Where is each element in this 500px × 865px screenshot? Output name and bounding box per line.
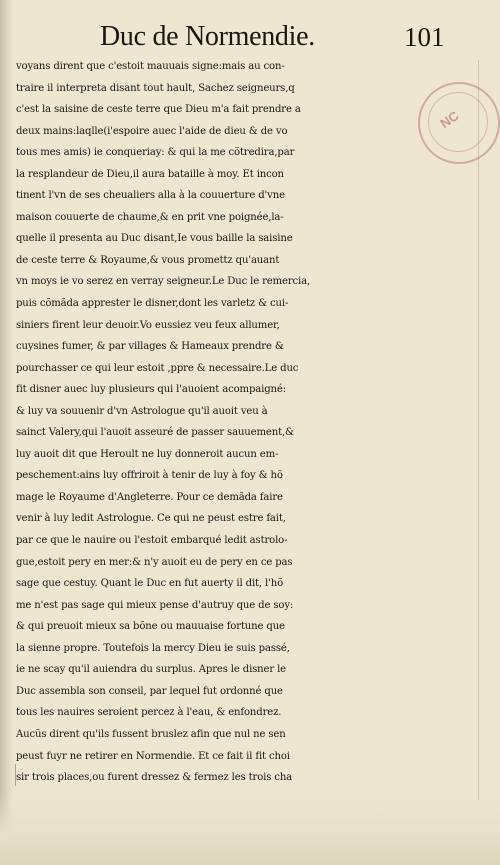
margin-mark xyxy=(15,764,16,786)
text-line: Aucũs dirent qu'ils fussent bruslez afin que nul ne sen xyxy=(16,728,286,740)
text-line: peust fuyr ne retirer en Normendie. Et ce fait il fit choi xyxy=(16,750,290,762)
text-line: & luy va souuenir d'vn Astrologue qu'il auoit veu à xyxy=(16,405,268,417)
text-line: Duc assembla son conseil, par lequel fut ordonné que xyxy=(16,685,283,697)
text-line: & qui preuoit mieux sa bõne ou mauuaise fortune que xyxy=(16,621,285,633)
text-line: tinent l'vn de ses cheualiers alla à la couuerture d'vne xyxy=(16,190,285,202)
page-number: 101 xyxy=(404,22,445,52)
text-line: deux mains:laqlle(i'espoire auec l'aide de dieu & de vo xyxy=(16,125,288,137)
text-line: la sienne propre. Toutefois la mercy Dieu ie suis passé, xyxy=(16,642,290,654)
text-line: puis cõmãda apprester le disner,dont les varletz & cui- xyxy=(16,298,289,310)
body-text xyxy=(16,56,482,789)
text-line: par ce que le nauire ou l'estoit embarqué ledit astrolo- xyxy=(16,535,288,547)
text-line: mage le Royaume d'Angleterre. Pour ce demãda faire xyxy=(16,491,283,503)
text-line: cuysines fumer, & par villages & Hameaux prendre & xyxy=(16,341,284,353)
text-line: gue,estoit pery en mer:& n'y auoit eu de pery en ce pas xyxy=(16,556,293,568)
text-line: traire il interpreta disant tout hault, Sachez seigneurs,q xyxy=(16,82,295,94)
binding-shadow xyxy=(0,0,14,865)
page-bottom-margin xyxy=(0,790,500,865)
text-line: luy auoit dit que Heroult ne luy donneroit aucun em- xyxy=(16,448,279,460)
text-line: tous mes amis) ie conqueriay: & qui la me cõtredira,par xyxy=(16,147,295,159)
text-line: venir à luy ledit Astrologue. Ce qui ne peust estre fait, xyxy=(16,513,286,525)
text-line: maison couuerte de chaume,& en prit vne poignée,la- xyxy=(16,211,284,223)
text-line: sage que cestuy. Quant le Duc en fut auerty il dit, l'hõ xyxy=(16,578,284,590)
text-line: peschement:ains luy offriroit à tenir de luy à foy & hõ xyxy=(16,470,283,482)
text-line: de ceste terre & Royaume,& vous promettz qu'auant xyxy=(16,254,280,266)
text-line: pourchasser ce qui leur estoit ,ppre & necessaire.Le duc xyxy=(16,362,299,374)
text-line: sir trois places,ou furent dressez & fermez les trois cha xyxy=(16,772,293,784)
text-line: fit disner auec luy plusieurs qui l'auoient acompaigné: xyxy=(16,384,286,396)
text-line: c'est la saisine de ceste terre que Dieu m'a fait prendre a xyxy=(16,104,301,116)
text-line: siniers firent leur deuoir.Vo eussiez veu feux allumer, xyxy=(16,319,280,331)
library-stamp-text: NC xyxy=(437,107,462,132)
text-line: me n'est pas sage qui mieux pense d'autruy que de soy: xyxy=(16,599,294,611)
running-title: Duc de Normendie. xyxy=(100,21,315,52)
text-line: quelle il presenta au Duc disant,Ie vous baille la saisine xyxy=(16,233,293,245)
text-line: vn moys ie vo serez en verray seigneur.Le Duc le remercia, xyxy=(16,276,311,288)
text-line: tous les nauires seroient percez à l'eau, & enfondrez. xyxy=(16,707,282,719)
text-line: ie ne scay qu'il auiendra du surplus. Apres le disner le xyxy=(16,664,286,676)
text-line: sainct Valery,qui l'auoit asseuré de passer sauuement,& xyxy=(16,427,294,439)
text-line: la resplandeur de Dieu,il aura bataille à moy. Et incon xyxy=(16,168,284,180)
text-line: voyans dirent que c'estoit mauuais signe:mais au con- xyxy=(16,61,285,72)
page-header xyxy=(0,22,500,52)
